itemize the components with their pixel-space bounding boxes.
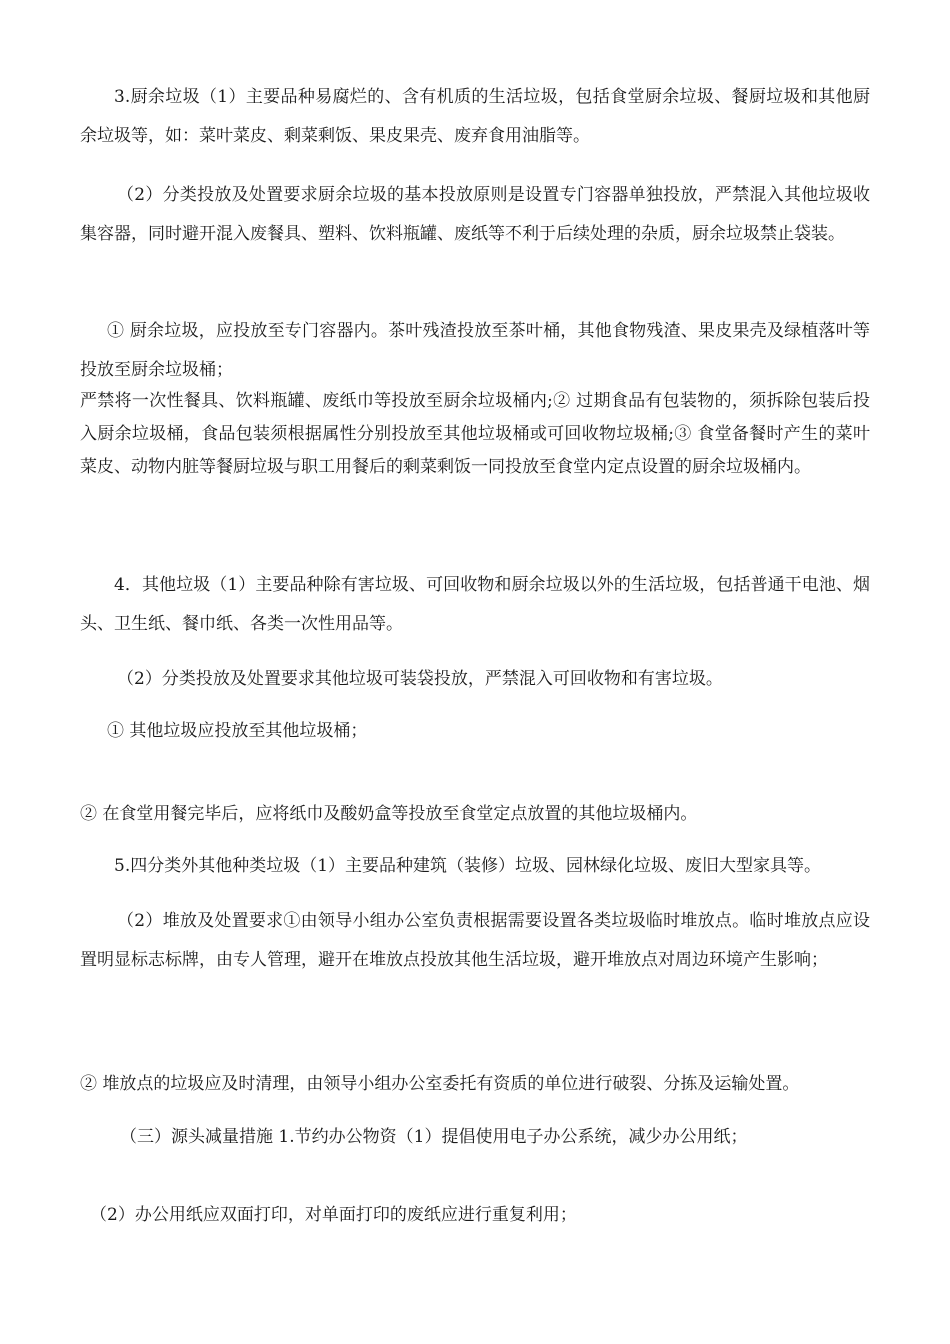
paragraph-kitchen-waste-disposal: （2）分类投放及处置要求厨余垃圾的基本投放原则是设置专门容器单独投放，严禁混入其他垃圾收集容器，同时避开混入废餐具、塑料、饮料瓶罐、废纸等不利于后续处理的杂质，厨余垃圾禁止袋装。 [80,185,870,244]
paragraph-double-sided-printing: （2）办公用纸应双面打印，对单面打印的废纸应进行重复利用； [90,1205,577,1225]
paragraph-misc-waste-disposal: （2）堆放及处置要求①由领导小组办公室负责根据需要设置各类垃圾临时堆放点。临时堆放点应设置明显标志标牌，由专人管理，避开在堆放点投放其他生活垃圾，避开堆放点对周边环境产生影响； [80,911,870,970]
paragraph-other-waste-item-1: ① 其他垃圾应投放至其他垃圾桶； [107,721,368,741]
paragraph-other-waste-types: 4．其他垃圾（1）主要品种除有害垃圾、可回收物和厨余垃圾以外的生活垃圾，包括普通干电池、烟头、卫生纸、餐巾纸、各类一次性用品等。 [80,575,870,634]
paragraph-kitchen-waste-types: 3.厨余垃圾（1）主要品种易腐烂的、含有机质的生活垃圾，包括食堂厨余垃圾、餐厨垃圾和其他厨余垃圾等，如：菜叶菜皮、剩菜剩饭、果皮果壳、废弃食用油脂等。 [80,87,870,146]
paragraph-other-waste-disposal: （2）分类投放及处置要求其他垃圾可装袋投放，严禁混入可回收物和有害垃圾。 [117,669,723,689]
paragraph-other-waste-item-2: ② 在食堂用餐完毕后，应将纸巾及酸奶盒等投放至食堂定点放置的其他垃圾桶内。 [80,804,698,824]
paragraph-kitchen-waste-items-2-3: 严禁将一次性餐具、饮料瓶罐、废纸巾等投放至厨余垃圾桶内;② 过期食品有包装物的，须拆除包装后投入厨余垃圾桶，食品包装须根据属性分别投放至其他垃圾桶或可回收物垃圾桶;③ 食堂备餐时产生的菜叶菜皮、动物内脏等餐厨垃圾与职工用餐后的剩菜剩饭一同投放至食堂内定点设置的厨余垃圾桶内。 [80,391,870,477]
paragraph-misc-waste-item-2: ② 堆放点的垃圾应及时清理，由领导小组办公室委托有资质的单位进行破裂、分拣及运输处置。 [80,1074,800,1094]
paragraph-kitchen-waste-item-1: ① 厨余垃圾，应投放至专门容器内。茶叶残渣投放至茶叶桶，其他食物残渣、果皮果壳及绿植落叶等投放至厨余垃圾桶； [80,321,870,380]
paragraph-misc-waste-types: 5.四分类外其他种类垃圾（1）主要品种建筑（装修）垃圾、园林绿化垃圾、废旧大型家具等。 [114,856,822,876]
paragraph-source-reduction: （三）源头减量措施 1.节约办公物资（1）提倡使用电子办公系统，减少办公用纸； [120,1127,748,1147]
